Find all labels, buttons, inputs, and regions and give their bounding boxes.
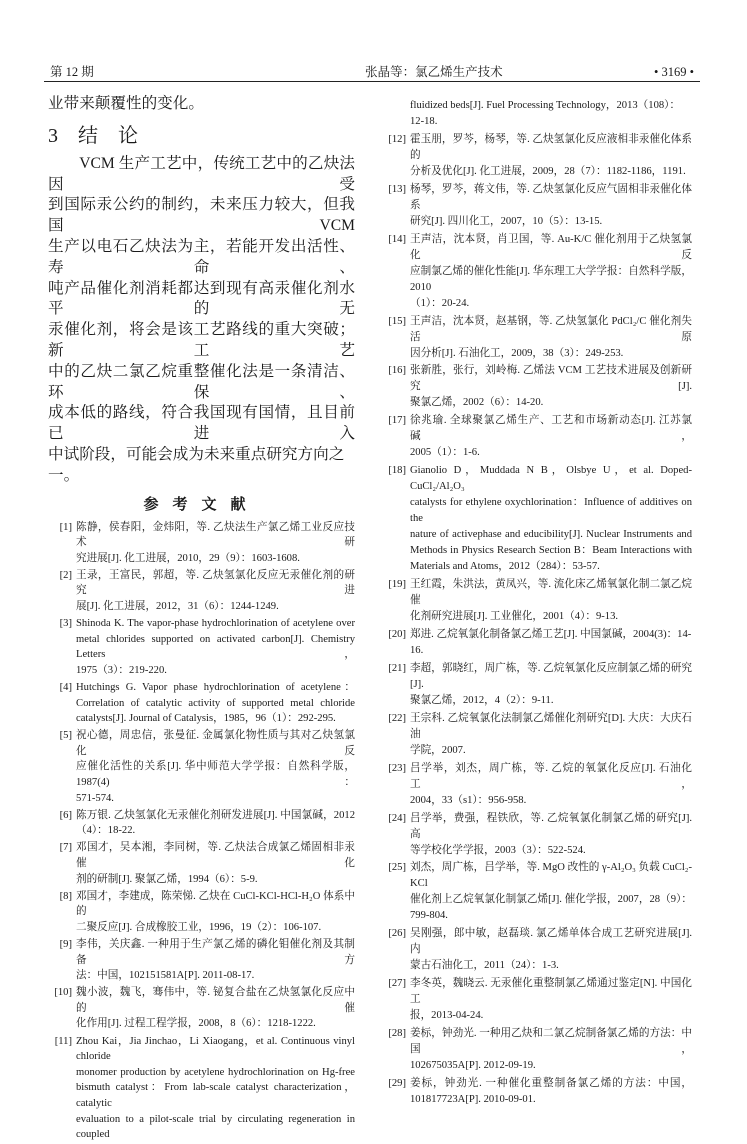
reference-line: 聚氯乙烯，2002（6）：14-20. (410, 397, 544, 409)
reference-line: 徐兆瑜. 全球聚氯乙烯生产、工艺和市场新动态[J]. 江苏氯碱， (410, 415, 692, 443)
reference-item (44, 985, 355, 1032)
reference-number: [20] (388, 629, 406, 641)
reference-number: [16] (388, 365, 406, 377)
reference-item (378, 413, 692, 461)
reference-number: [18] (388, 465, 406, 477)
reference-line: 2004，33（s1）：956-958. (410, 794, 527, 806)
reference-line: （4）：18-22. (76, 825, 136, 837)
reference-item (44, 568, 355, 615)
reference-line: 因分析[J]. 石油化工，2009，38（3）：249-253. (410, 347, 624, 359)
reference-number: [27] (388, 978, 406, 990)
reference-line: Correlation of catalytic activity of supported metal chloride (76, 697, 355, 709)
reference-line: monomer production by acetylene hydrochlorination on Hg-free (76, 1066, 355, 1078)
reference-line: 姜标，钟劲光. 一种用乙炔和二氯乙烷制备氯乙烯的方法：中国， (410, 1028, 692, 1056)
reference-number: [15] (388, 315, 406, 327)
reference-line: metal chlorides supported on activated carbon[J]. Chemistry Letters， (76, 633, 355, 661)
reference-line: 魏小波，魏飞，骞伟中，等. 铋复合盐在乙炔氢氯化反应中的催 (76, 987, 355, 1014)
reference-line: 吕学举，费强，程铁欣，等. 乙烷氧氯化制氯乙烯的研究[J]. 高 (410, 812, 692, 840)
reference-line: 101817723A[P]. 2010-09-01. (410, 1094, 536, 1106)
paragraph-line: 吨产品催化剂消耗都达到现有高汞催化剂水平的无 (48, 279, 355, 318)
reference-line: 李冬英，魏晓云. 无汞催化重整制氯乙烯通过鉴定[N]. 中国化工 (410, 978, 692, 1006)
reference-line: 邓国才，李建成，陈荣悌. 乙炔在 CuCl-KCl-HCl-H₂O 体系中的 (76, 890, 355, 918)
paragraph-line: 中试阶段，可能会成为未来重点研究方向之一。 (48, 445, 345, 484)
reference-line: 郑进. 乙烷氧氯化制备氯乙烯工艺[J]. 中国氯碱，2004(3)：14-16. (410, 629, 692, 657)
reference-line: 等学校化学学报，2003（3）：522-524. (410, 844, 586, 856)
section-heading (48, 124, 355, 148)
running-header (44, 63, 700, 80)
reference-line: 学院，2007. (410, 744, 466, 756)
reference-number: [24] (388, 812, 406, 824)
body-text-column (44, 94, 355, 487)
reference-item (378, 1076, 692, 1108)
running-title: 张晶等：氯乙烯生产技术 (365, 65, 503, 79)
references-left-column (44, 520, 355, 1143)
reference-line: 102675035A[P]. 2012-09-19. (410, 1060, 536, 1072)
reference-line: 催化剂上乙烷氧氯化制氯乙烯[J]. 催化学报，2007，28（9）： (410, 894, 692, 906)
reference-number: [21] (388, 662, 406, 674)
reference-item (44, 728, 355, 806)
reference-item (378, 761, 692, 809)
reference-number: [13] (388, 183, 406, 195)
reference-item (378, 976, 692, 1024)
reference-item (378, 232, 692, 312)
page-number: • 3169 • (653, 65, 694, 79)
reference-item (378, 132, 692, 180)
reference-item (44, 680, 355, 727)
reference-line: 王录，王富民，郭超，等. 乙炔氢氯化反应无汞催化剂的研究进 (76, 569, 355, 597)
reference-number: [7] (59, 842, 72, 854)
reference-item (378, 463, 692, 575)
reference-line: Materials and Atoms，2012（284）：53-57. (410, 561, 600, 573)
reference-line: 陈万银. 乙炔氢氯化无汞催化剂研发进展[J]. 中国氯碱，2012 (76, 809, 355, 821)
reference-number: [12] (388, 133, 406, 145)
reference-line: 究进展[J]. 化工进展，2010，29（9）：1603-1608. (76, 552, 300, 564)
reference-item (378, 1026, 692, 1074)
reference-line: Shinoda K. The vapor-phase hydrochlorination of acetylene over (76, 618, 355, 630)
reference-line: 李伟，关庆鑫. 一种用于生产氯乙烯的磷化钼催化剂及其制备方 (76, 938, 355, 966)
reference-line: 剂的研制[J]. 聚氯乙烯，1994（6）：5-9. (76, 873, 258, 885)
reference-item (378, 182, 692, 230)
reference-line: 应催化活性的关系[J]. 华中师范大学学报：自然科学版，1987(4)： (76, 761, 355, 789)
reference-line: 571-574. (76, 792, 114, 804)
section-title: 结 论 (78, 124, 138, 147)
reference-number: [19] (388, 579, 406, 591)
reference-item (378, 711, 692, 759)
reference-line: catalysts for ethylene oxychlorination：Influence of additives on the (410, 497, 692, 525)
reference-item (44, 889, 355, 936)
reference-line: 蒙古石油化工，2011（24）：1-3. (410, 960, 559, 972)
reference-line: 吴刚强，郎中敏，赵磊琰. 氯乙烯单体合成工艺研究进展[J]. 内 (410, 928, 692, 956)
reference-line: 研究[J]. 四川化工，2007，10（5）：13-15. (410, 215, 603, 227)
reference-line: 化剂研究进展[J]. 工业催化，2001（4）：9-13. (410, 611, 619, 623)
reference-line: 应制氯乙烯的催化性能[J]. 华东理工大学学报：自然科学版，2010 (410, 265, 692, 293)
reference-number: [23] (388, 762, 406, 774)
reference-line: 张新胜，张行，刘岭梅. 乙烯法 VCM 工艺技术进展及创新研究[J]. (410, 365, 692, 393)
reference-item (378, 627, 692, 659)
reference-number: [29] (388, 1078, 406, 1090)
reference-item (378, 577, 692, 625)
reference-line: 陈静，侯春阳，金炜阳，等. 乙炔法生产氯乙烯工业反应技术研 (76, 521, 355, 549)
reference-line: 展[J]. 化工进展，2012，31（6）：1244-1249. (76, 601, 279, 613)
reference-line: Zhou Kai，Jia Jinchao，Li Xiaogang，et al. Continuous vinyl chloride (76, 1035, 355, 1063)
reference-item (378, 98, 692, 130)
reference-line: 王宗科. 乙烷氧氯化法制氯乙烯催化剂研究[D]. 大庆：大庆石油 (410, 712, 692, 740)
header-rule (44, 81, 700, 82)
reference-line: evaluation to a pilot-scale trial by circulating regeneration in coupled (76, 1113, 355, 1141)
reference-line: bismuth catalyst：From lab-scale catalyst characterization，catalytic (76, 1082, 355, 1109)
reference-line: 王声洁，沈本贤，赵基钢，等. 乙炔氢氯化 PdCl₂/C 催化剂失活原 (410, 315, 692, 343)
section-number: 3 (48, 124, 58, 147)
reference-item (44, 1034, 355, 1143)
references-right-column (378, 98, 692, 1110)
reference-number: [4] (59, 681, 72, 693)
reference-number: [5] (59, 730, 72, 742)
reference-item (44, 616, 355, 678)
paragraph-line: 生产以电石乙炔法为主，若能开发出活性、寿命、 (48, 237, 355, 276)
reference-number: [14] (388, 233, 406, 245)
reference-line: 1975（3）：219-220. (76, 664, 167, 676)
reference-item (44, 937, 355, 984)
reference-number: [25] (388, 862, 406, 874)
reference-line: （1）：20-24. (410, 297, 470, 309)
reference-item (44, 808, 355, 839)
reference-item (378, 860, 692, 924)
lead-line: 业带来颠覆性的变化。 (48, 95, 204, 112)
references-heading: 参考文献 (143, 494, 260, 513)
reference-line: 化作用[J]. 过程工程学报，2008，8（6）：1218-1222. (76, 1018, 316, 1030)
reference-line: Hutchings G. Vapor phase hydrochlorination of acetylene： (76, 681, 355, 693)
reference-line: 王红霞，朱洪法，黄凤兴，等. 流化床乙烯氧氯化制二氯乙烷催 (410, 579, 692, 607)
paragraph-line: 成本低的路线，符合我国现有国情，且目前已进入 (48, 404, 355, 443)
reference-line: 李超，郭晓红，周广栋，等. 乙烷氧氯化反应制氯乙烯的研究[J]. (410, 662, 692, 690)
reference-item (378, 811, 692, 859)
reference-line: 杨琴，罗芩，蒋文伟，等. 乙炔氢氯化反应气固相非汞催化体系 (410, 183, 692, 211)
reference-line: nature of activephase and educibility[J]. Nuclear Instruments and (410, 529, 692, 541)
reference-item (378, 363, 692, 411)
reference-number: [1] (59, 521, 72, 533)
paragraph-line: 到国际汞公约的制约，未来压力较大，但我国 VCM (48, 196, 355, 235)
paragraph-line: VCM 生产工艺中，传统工艺中的乙炔法因受 (48, 154, 355, 193)
reference-item (378, 926, 692, 974)
reference-number: [28] (388, 1028, 406, 1040)
reference-number: [9] (59, 938, 72, 950)
reference-number: [3] (59, 618, 72, 630)
reference-number: [22] (388, 712, 406, 724)
reference-line: Gianolio D，Muddada N B，Olsbye U，et al. Doped-CuCl₂/Al₂O₃ (410, 465, 692, 493)
reference-number: [17] (388, 415, 406, 427)
reference-line: catalysts[J]. Journal of Catalysis，1985，96（1）：292-295. (76, 713, 336, 725)
reference-line: 邓国才，吴本湘，李同树，等. 乙炔法合成氯乙烯固相非汞催化 (76, 842, 355, 870)
reference-line: 分析及优化[J]. 化工进展，2009，28（7）：1182-1186，1191. (410, 165, 686, 177)
reference-line: 刘杰，周广栋，吕学举，等. MgO 改性的 γ-Al₂O₃ 负载 CuCl₂-KCl (410, 862, 692, 890)
reference-item (378, 661, 692, 709)
reference-line: 吕学举，刘杰，周广栋，等. 乙烷的氧氯化反应[J]. 石油化工， (410, 762, 692, 790)
reference-line: 法：中国，102151581A[P]. 2011-08-17. (76, 970, 255, 982)
reference-number: [11] (54, 1035, 72, 1047)
reference-line: 2005（1）：1-6. (410, 447, 480, 459)
paragraph-line: 汞催化剂，将会是该工艺路线的重大突破；新工艺 (48, 321, 355, 359)
left-column (44, 94, 355, 1144)
reference-item (378, 314, 692, 362)
reference-line: Methods in Physics Research Section B：Beam Interactions with (410, 545, 692, 557)
reference-line: 霍玉朋，罗芩，杨琴，等. 乙炔氢氯化反应液相非汞催化体系的 (410, 133, 692, 161)
reference-line: fluidized beds[J]. Fuel Processing Technology，2013（108）：12-18. (410, 100, 681, 127)
reference-line: 王声洁，沈本贤，肖卫国，等. Au-K/C 催化剂用于乙炔氢氯化反 (410, 233, 692, 261)
reference-number: [2] (59, 569, 72, 581)
reference-line: 姜标，钟劲光. 一种催化重整制备氯乙烯的方法：中国， (410, 1078, 692, 1090)
reference-number: [26] (388, 928, 406, 940)
reference-line: 二聚反应[J]. 合成橡胶工业，1996，19（2）：106-107. (76, 921, 322, 933)
reference-number: [6] (59, 809, 72, 821)
reference-line: 799-804. (410, 910, 448, 922)
reference-number: [10] (54, 987, 72, 999)
paragraph-line: 中的乙炔二氯乙烷重整催化法是一条清洁、环保、 (48, 362, 355, 401)
reference-item (44, 520, 355, 567)
reference-line: 祝心德，周忠信，张曼征. 金属氯化物性质与其对乙炔氢氯化反 (76, 730, 355, 757)
journal-issue: 第 12 期 (50, 65, 94, 79)
reference-line: 聚氯乙烯，2012，4（2）：9-11. (410, 694, 554, 706)
reference-line: 报，2013-04-24. (410, 1010, 484, 1022)
conclusion-paragraph (48, 154, 355, 487)
reference-number: [8] (59, 890, 72, 902)
reference-item (44, 840, 355, 887)
